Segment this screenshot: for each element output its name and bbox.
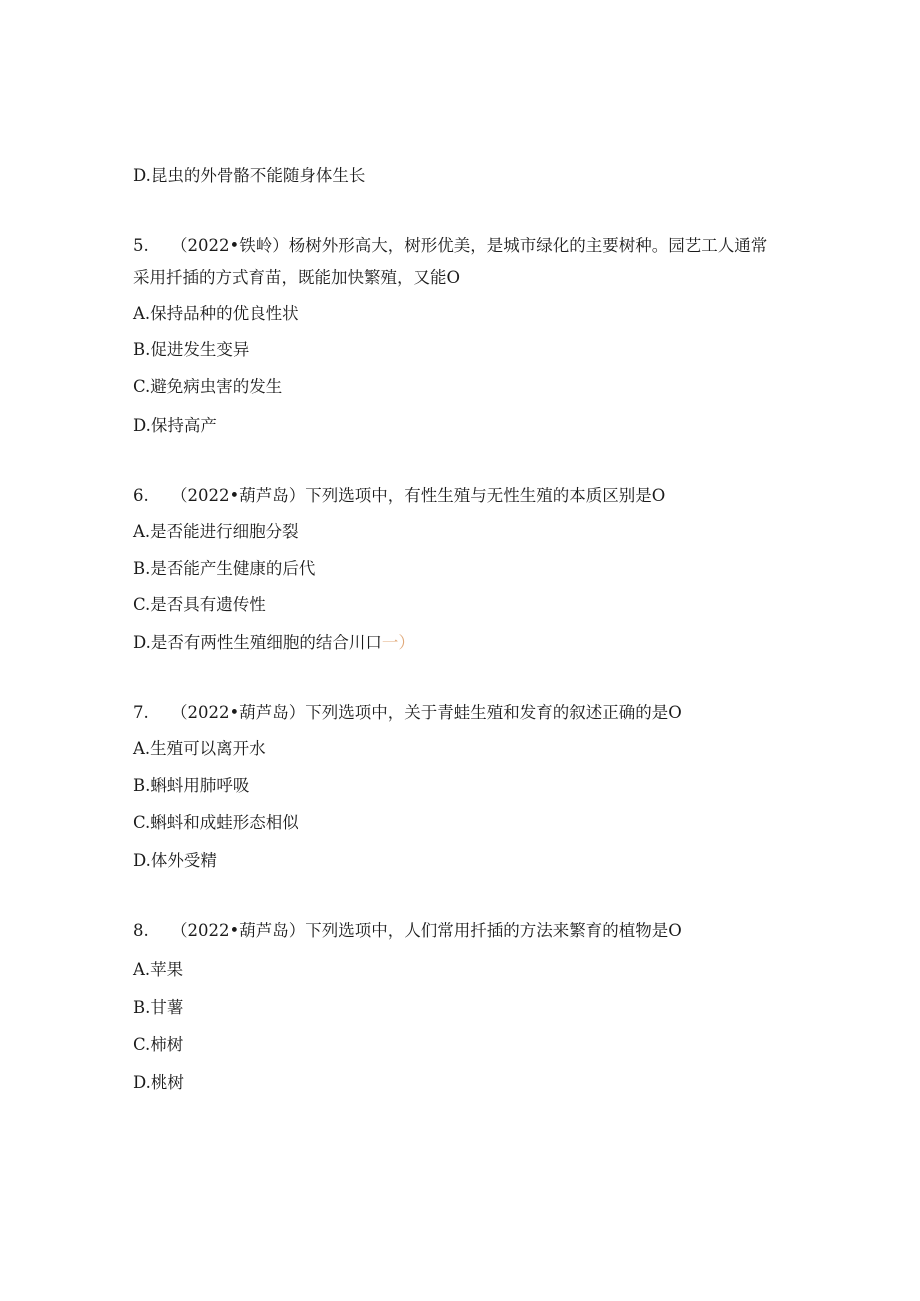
q7-option-b: B.蝌蚪用肺呼吸: [133, 776, 250, 795]
q5-stem-line1: [133, 235, 767, 257]
q5-number: 5.: [133, 236, 149, 255]
q8-option-a: A.苹果: [133, 960, 184, 979]
q7-stem-text: （2022•葫芦岛）下列选项中，关于青蛙生殖和发育的叙述正确的是O: [171, 703, 682, 722]
q7-stem: [133, 702, 682, 724]
q6-option-b: B.是否能产生健康的后代: [133, 559, 316, 578]
q8-option-d: D.桃树: [133, 1073, 184, 1092]
q5-stem-line2: 采用扦插的方式育苗，既能加快繁殖，又能O: [133, 268, 461, 287]
q8-stem: [133, 920, 682, 942]
q5-option-d: D.保持高产: [133, 416, 217, 435]
q6-option-a: A.是否能进行细胞分裂: [133, 522, 299, 541]
q8-stem-text: （2022•葫芦岛）下列选项中，人们常用扦插的方法来繁育的植物是O: [171, 921, 682, 940]
q6-option-c: C.是否具有遗传性: [133, 595, 266, 614]
q5-option-c: C.避免病虫害的发生: [133, 377, 283, 396]
q6-option-d-mark: 一）: [381, 633, 415, 652]
q7-option-a: A.生殖可以离开水: [133, 739, 266, 758]
q6-stem-text: （2022•葫芦岛）下列选项中，有性生殖与无性生殖的本质区别是O: [171, 486, 666, 505]
q5-stem-text: （2022•铁岭）杨树外形高大，树形优美，是城市绿化的主要树种。园艺工人通常: [171, 236, 768, 255]
q5-option-a: A.保持品种的优良性状: [133, 304, 299, 323]
q6-number: 6.: [133, 486, 149, 505]
q4-option-d: D.昆虫的外骨骼不能随身体生长: [133, 166, 366, 185]
q7-option-d: D.体外受精: [133, 851, 217, 870]
q5-option-b: B.促进发生变异: [133, 340, 250, 359]
q8-number: 8.: [133, 921, 149, 940]
q7-number: 7.: [133, 703, 149, 722]
q7-option-c: C.蝌蚪和成蛙形态相似: [133, 813, 299, 832]
q6-option-d: [133, 632, 415, 654]
q8-option-c: C.柿树: [133, 1035, 184, 1054]
q8-option-b: B.甘薯: [133, 998, 184, 1017]
q6-stem: [133, 485, 665, 507]
q6-option-d-text: D.是否有两性生殖细胞的结合川口: [133, 633, 382, 652]
